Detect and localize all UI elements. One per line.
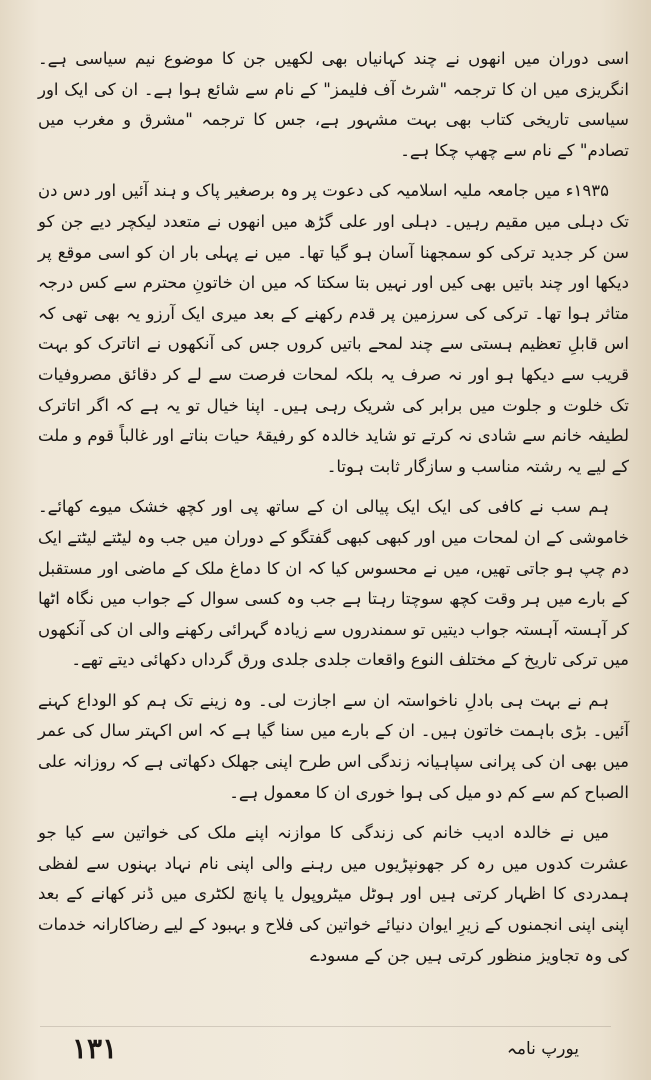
paragraph-4: ہم نے بہت ہی بادلِ ناخواستہ ان سے اجازت لی۔ وہ زینے تک ہم کو الوداع کہنے آئیں۔ بڑی باہمت خاتون ہیں۔ ان کے بارے میں سنا گیا ہے کہ اس اکہتر سال کی عمر میں بھی ان کی پرانی سپاہیانہ زندگی اس طرح اپنی جھلک دکھاتی ہے کہ روزانہ علی الصباح کم سے کم دو میل کی ہوا خوری ان کا معمول ہے۔ xyxy=(38,690,629,802)
page-number: ١٣١ xyxy=(72,1032,118,1065)
paragraph-3: ہم سب نے کافی کی ایک ایک پیالی ان کے ساتھ پی اور کچھ خشک میوے کھائے۔ خاموشی کے ان لمحات میں اور کبھی کبھی گفتگو کے دوران میں جب وہ لیٹتے لیٹتے ایک دم چپ ہو جاتی تھیں، میں نے محسوس کیا کہ ان کا دماغ ملک کے ماضی اور مستقبل کے بارے میں ہر وقت کچھ سوچتا رہتا ہے جب وہ کسی سوال کے جواب میں نگاہ اٹھا کر آہستہ آہستہ جواب دیتیں تو سمندروں سے زیادہ گہرائی رکھنے والی ان کی آنکھوں میں ترکی تاریخ کے مختلف النوع واقعات جلدی جلدی ورق گرداں دکھائی دیتے تھے۔ xyxy=(37,497,629,670)
paragraph-1: اسی دوران میں انھوں نے چند کہانیاں بھی لکھیں جن کا موضوع نیم سیاسی ہے۔ انگریزی میں ان کا ترجمہ "شرٹ آف فلیمز" کے نام سے شائع ہوا ہے۔ ان کی ایک اور سیاسی تاریخی کتاب بھی بہت مشہور ہے، جس کا ترجمہ "مشرق و مغرب میں تصادم" کے نام سے چھپ چکا ہے۔ xyxy=(38,49,629,160)
footer-divider xyxy=(40,1026,611,1027)
page-footer xyxy=(0,1032,651,1072)
body-text xyxy=(38,44,629,981)
paragraph-5: میں نے خالدہ ادیب خانم کی زندگی کا موازنہ اپنے ملک کی خواتین سے کیا جو عشرت کدوں میں رہ کر جھونپڑیوں میں رہنے والی اپنی نام نہاد بہنوں سے لفظی ہمدردی کا اظہار کرتی ہیں اور ہوٹل میٹروپول یا پانچ لکٹری میں ڈنر کھانے کے بعد اپنی اپنی انجمنوں کے زیرِ ایوان دنیائے خواتین کی فلاح و بہبود کے لیے رضاکارانہ خدمات کی وہ تجاویز منظور کرتی ہیں جن کے مسودے xyxy=(38,823,629,965)
paragraph-2: ۱۹۳۵ء میں جامعہ ملیہ اسلامیہ کی دعوت پر وہ برصغیر پاک و ہند آئیں اور دس دن تک دہلی میں مقیم رہیں۔ دہلی اور علی گڑھ میں انھوں نے متعدد لیکچر دیے جن کو سن کر جدید ترکی کو سمجھنا آسان ہو گیا تھا۔ میں نے پہلی بار ان کو اسی موقع پر دیکھا اور چند باتیں بھی کیں اور نہیں بتا سکتا کہ میں ان خاتونِ محترم سے کس درجہ متاثر ہوا تھا۔ ترکی کی سرزمین پر قدم رکھنے کے بعد میری ایک آرزو یہ بھی تھی کہ اس قابلِ تعظیم ہستی سے چند لمحے باتیں کروں جس کی آنکھوں نے اتاترک کو بہت قریب سے دیکھا ہو اور نہ صرف یہ بلکہ لمحات فرصت سے لے کر دقائق مصروفیات تک خلوت و جلوت میں برابر کی شریک رہی ہیں۔ اپنا خیال تو یہ ہے کہ اگر اتاترک لطیفہ خانم سے شادی نہ کرتے تو شاید خالدہ کو رفیقۂ حیات بناتے اور غالباً قوم و ملت کے لیے یہ رشتہ مناسب و سازگار ثابت ہوتا۔ xyxy=(38,181,629,476)
running-title: یورپ نامہ xyxy=(506,1039,579,1059)
